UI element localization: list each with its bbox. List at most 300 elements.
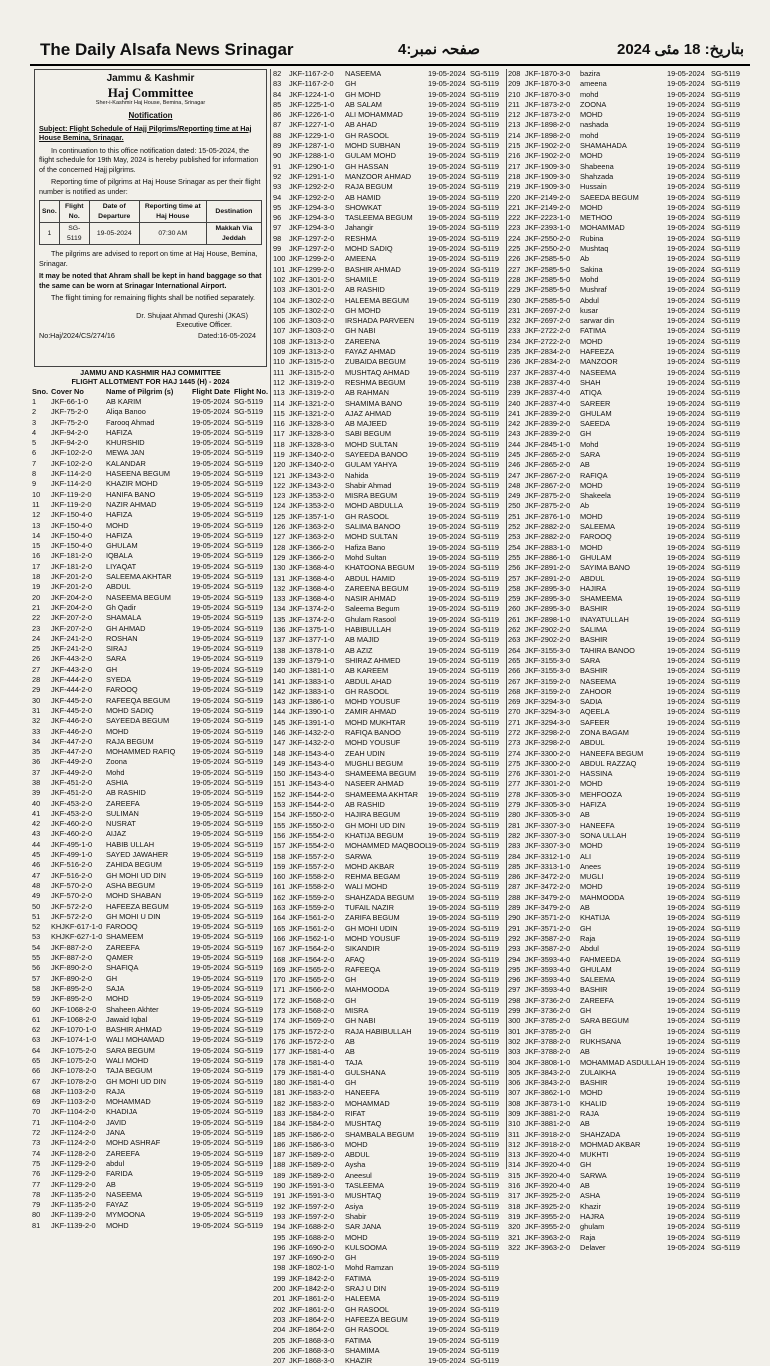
flight-no: SG-5119 <box>711 233 741 243</box>
cover-no: JKF-1368-4-0 <box>289 563 335 573</box>
flight-date: 19-05-2024 <box>192 994 230 1004</box>
flight-date: 19-05-2024 <box>667 975 705 985</box>
sched-head-flight: Flight No. <box>59 201 89 223</box>
pilgrim-name: MUGHLI BEGUM <box>345 758 403 768</box>
pilgrim-name: HAFIZA <box>106 510 133 520</box>
cover-no: JKF-1368-4-0 <box>289 573 335 583</box>
sno: 183 <box>273 1108 286 1118</box>
pilgrim-name: ZUBAIDA BEGUM <box>345 357 406 367</box>
pilgrim-row <box>273 275 505 285</box>
notice-para-1: In continuation to this office notification dated: 15-05-2024, the flight schedule for 19th May, 2024 is hereby published for information of the concerned Hajj pilgrims. <box>39 145 259 174</box>
notice-para-4: It may be noted that Ahram shall be kept in hand baggage so that the same can be worn at Srinagar International Airport. <box>39 271 262 290</box>
pilgrim-row <box>32 603 269 613</box>
flight-date: 19-05-2024 <box>667 1150 705 1160</box>
flight-date: 19-05-2024 <box>667 1201 705 1211</box>
flight-date: 19-05-2024 <box>428 861 466 871</box>
cover-no: JKF-1554-2-0 <box>289 830 335 840</box>
flight-date: 19-05-2024 <box>667 398 705 408</box>
pilgrim-name: GH <box>345 1253 357 1263</box>
pilgrim-row <box>508 275 748 285</box>
pilgrim-row <box>508 491 748 501</box>
flight-no: SG-5119 <box>470 985 500 995</box>
flight-no: SG-5119 <box>711 1108 741 1118</box>
pilgrim-name: Mohd Ramzan <box>345 1263 394 1273</box>
flight-date: 19-05-2024 <box>428 223 466 233</box>
pilgrim-row <box>273 646 505 656</box>
pilgrim-row <box>508 285 748 295</box>
flight-date: 19-05-2024 <box>428 120 466 130</box>
pilgrim-row <box>508 326 748 336</box>
flight-date: 19-05-2024 <box>428 676 466 686</box>
flight-no: SG-5119 <box>470 748 500 758</box>
flight-no: SG-5119 <box>470 1242 500 1252</box>
flight-no: SG-5119 <box>711 480 741 490</box>
cover-no: JKF-2875-2-0 <box>525 491 571 501</box>
flight-no: SG-5119 <box>470 1057 500 1067</box>
cover-no: JKF-1366-2-0 <box>289 542 335 552</box>
pilgrim-name: AB RAHMAN <box>345 388 389 398</box>
pilgrim-row <box>32 1128 269 1138</box>
cover-no: JKF-1557-2-0 <box>289 861 335 871</box>
flight-date: 19-05-2024 <box>667 99 705 109</box>
pilgrim-row <box>273 254 505 264</box>
cover-no: JKF-1374-2-0 <box>289 604 335 614</box>
pilgrim-name: MAHMOODA <box>580 892 625 902</box>
pilgrim-name: SARA <box>580 449 601 459</box>
cover-no: JKF-2867-2-0 <box>525 480 571 490</box>
flight-no: SG-5119 <box>470 542 500 552</box>
pilgrim-row <box>273 388 505 398</box>
sno: 9 <box>32 479 37 489</box>
pilgrim-name: ghulam <box>580 1222 605 1232</box>
pilgrim-row <box>32 953 269 963</box>
pilgrim-row <box>273 110 505 120</box>
flight-date: 19-05-2024 <box>428 1026 466 1036</box>
sno: 250 <box>508 501 521 511</box>
pilgrim-row <box>508 1150 748 1160</box>
pilgrim-row <box>32 974 269 984</box>
pilgrim-row <box>32 1221 269 1231</box>
pilgrim-row <box>273 656 505 666</box>
flight-date: 19-05-2024 <box>667 872 705 882</box>
pilgrim-row <box>32 1190 269 1200</box>
pilgrim-name: MOHAMMAD ASDULLAH <box>580 1057 666 1067</box>
flight-date: 19-05-2024 <box>667 707 705 717</box>
cover-no: JKF-3307-3-0 <box>525 830 571 840</box>
sno: 93 <box>273 182 282 192</box>
cover-no: JKF-1139-2-0 <box>51 1210 96 1220</box>
sno: 269 <box>508 697 521 707</box>
flight-date: 19-05-2024 <box>428 748 466 758</box>
sno: 71 <box>32 1117 41 1127</box>
pilgrim-name: BASHIR <box>580 635 608 645</box>
sno: 54 <box>32 942 41 952</box>
cover-no: JKF-2149-2-0 <box>525 202 571 212</box>
flight-date: 19-05-2024 <box>192 880 230 890</box>
pilgrim-row <box>508 1222 748 1232</box>
pilgrim-name: ALI <box>580 851 592 861</box>
pilgrim-name: MISRA <box>345 1006 369 1016</box>
pilgrim-name: RIFAT <box>345 1108 366 1118</box>
pilgrim-name: GHULAM <box>580 408 612 418</box>
sno: 151 <box>273 779 286 789</box>
cover-no: JKF-2585-5-0 <box>525 254 571 264</box>
sno: 49 <box>32 891 41 901</box>
pilgrim-name: SAFEER <box>580 717 610 727</box>
pilgrim-row <box>32 727 269 737</box>
sno: 33 <box>32 726 41 736</box>
flight-date: 19-05-2024 <box>667 1160 705 1170</box>
sno: 260 <box>508 604 521 614</box>
flight-no: SG-5119 <box>470 800 500 810</box>
pilgrim-name: QAMER <box>106 953 134 963</box>
flight-no: SG-5119 <box>470 171 500 181</box>
cover-no: JKF-1368-4-0 <box>289 594 335 604</box>
pilgrim-row <box>508 1212 748 1222</box>
flight-no: SG-5119 <box>234 458 264 468</box>
pilgrim-row <box>273 182 505 192</box>
sno: 319 <box>508 1211 521 1221</box>
pilgrim-name: ASHA BEGUM <box>106 880 155 890</box>
pilgrim-row <box>508 213 748 223</box>
header-rule <box>30 64 750 66</box>
flight-no: SG-5119 <box>711 357 741 367</box>
pilgrim-row <box>273 1006 505 1016</box>
pilgrim-row <box>508 543 748 553</box>
flight-date: 19-05-2024 <box>428 1273 466 1283</box>
sno: 77 <box>32 1179 41 1189</box>
cover-no: JKF-1564-2-0 <box>289 954 335 964</box>
cover-no: JKF-1868-3-0 <box>289 1345 335 1355</box>
pilgrim-row <box>508 409 748 419</box>
pilgrim-name: AB RASHID <box>106 788 146 798</box>
flight-no: SG-5119 <box>711 470 741 480</box>
sno: 170 <box>273 975 286 985</box>
sno: 145 <box>273 717 286 727</box>
flight-date: 19-05-2024 <box>192 613 230 623</box>
flight-no: SG-5119 <box>470 975 500 985</box>
pilgrim-name: ZAREEFA <box>106 942 140 952</box>
cover-no: JKF-1565-2-0 <box>289 964 335 974</box>
flight-no: SG-5119 <box>234 1200 264 1210</box>
pilgrim-row <box>32 871 269 881</box>
flight-no: SG-5119 <box>470 480 500 490</box>
flight-no: SG-5119 <box>711 594 741 604</box>
flight-no: SG-5119 <box>234 685 264 695</box>
cover-no: JKF-1554-2-0 <box>289 841 335 851</box>
cover-no: JKF-453-2-0 <box>51 808 93 818</box>
pilgrim-row <box>32 850 269 860</box>
pilgrim-row <box>273 1130 505 1140</box>
flight-no: SG-5119 <box>711 419 741 429</box>
sno: 41 <box>32 808 41 818</box>
flight-date: 19-05-2024 <box>428 1294 466 1304</box>
sno: 195 <box>273 1232 286 1242</box>
flight-date: 19-05-2024 <box>428 1356 466 1366</box>
flight-no: SG-5119 <box>470 923 500 933</box>
pilgrim-name: AB SALAM <box>345 99 382 109</box>
pilgrim-name: Delaver <box>580 1242 606 1252</box>
flight-no: SG-5119 <box>711 707 741 717</box>
flight-date: 19-05-2024 <box>667 933 705 943</box>
flight-no: SG-5119 <box>470 1150 500 1160</box>
pilgrim-row <box>32 551 269 561</box>
flight-date: 19-05-2024 <box>667 697 705 707</box>
pilgrim-row <box>273 481 505 491</box>
cover-no: JKF-1104-2-0 <box>51 1117 96 1127</box>
pilgrim-row <box>32 829 269 839</box>
sno: 61 <box>32 1014 41 1024</box>
flight-date: 19-05-2024 <box>667 892 705 902</box>
cover-no: JKF-1559-2-0 <box>289 903 335 913</box>
sno: 196 <box>273 1242 286 1252</box>
flight-date: 19-05-2024 <box>667 79 705 89</box>
flight-date: 19-05-2024 <box>192 664 230 674</box>
pilgrim-row <box>508 584 748 594</box>
cover-no: JKF-1870-3-0 <box>525 69 571 78</box>
flight-date: 19-05-2024 <box>667 800 705 810</box>
pilgrim-name: KHAZIR <box>345 1356 373 1366</box>
pilgrim-name: ABDUL HAMID <box>345 573 396 583</box>
pilgrim-name: Farooq Ahmad <box>106 417 155 427</box>
pilgrim-name: Khazir <box>580 1201 601 1211</box>
pilgrim-name: GH RASOOL <box>345 686 389 696</box>
flight-no: SG-5119 <box>711 99 741 109</box>
cover-no: JKF-1103-2-0 <box>51 1086 96 1096</box>
cover-no: JKF-2867-2-0 <box>525 470 571 480</box>
pilgrim-row <box>273 955 505 965</box>
flight-date: 19-05-2024 <box>428 542 466 552</box>
pilgrim-row <box>32 799 269 809</box>
flight-date: 19-05-2024 <box>428 913 466 923</box>
sno: 40 <box>32 798 41 808</box>
sno: 30 <box>32 695 41 705</box>
flight-no: SG-5119 <box>711 686 741 696</box>
cover-no: JKF-1690-2-0 <box>289 1253 335 1263</box>
flight-no: SG-5119 <box>470 1129 500 1139</box>
flight-date: 19-05-2024 <box>428 491 466 501</box>
flight-no: SG-5119 <box>711 676 741 686</box>
pilgrim-name: MEHFOOZA <box>580 789 622 799</box>
sno: 197 <box>273 1253 286 1263</box>
flight-no: SG-5119 <box>711 347 741 357</box>
pilgrim-name: RAFIQA <box>580 470 608 480</box>
flight-date: 19-05-2024 <box>667 274 705 284</box>
sno: 262 <box>508 625 521 635</box>
pilgrim-name: MOHD <box>580 779 603 789</box>
flight-no: SG-5119 <box>470 89 500 99</box>
column-divider <box>270 69 271 1169</box>
flight-date: 19-05-2024 <box>667 511 705 521</box>
pilgrim-name: MOHD YOUSUF <box>345 738 401 748</box>
pilgrim-name: FAYAZ <box>106 1200 129 1210</box>
pilgrim-row <box>273 1016 505 1026</box>
cover-no: JKF-3736-2-0 <box>525 1006 571 1016</box>
cover-no: JKF-1135-2-0 <box>51 1189 96 1199</box>
pilgrim-row <box>273 151 505 161</box>
pilgrim-name: ZAREEFA <box>106 1148 140 1158</box>
flight-no: SG-5119 <box>711 758 741 768</box>
pilgrim-name: GH <box>106 973 118 983</box>
cover-no: JKF-2865-2-0 <box>525 449 571 459</box>
pilgrim-row <box>508 1160 748 1170</box>
flight-no: SG-5119 <box>234 1210 264 1220</box>
pilgrim-row <box>273 471 505 481</box>
pilgrim-row <box>508 399 748 409</box>
cover-no: JKF-1870-3-0 <box>525 89 571 99</box>
pilgrim-name: MOHD <box>106 726 129 736</box>
sno: 239 <box>508 388 521 398</box>
pilgrim-row <box>32 1066 269 1076</box>
sno: 256 <box>508 563 521 573</box>
flight-no: SG-5119 <box>470 964 500 974</box>
pilgrim-name: SAYEEDA BANOO <box>345 449 408 459</box>
pilgrim-row <box>273 697 505 707</box>
flight-no: SG-5119 <box>711 810 741 820</box>
pilgrim-row <box>273 213 505 223</box>
pilgrim-row <box>273 141 505 151</box>
cover-no: JKF-1390-1-0 <box>289 707 335 717</box>
pilgrim-name: abdul <box>106 1158 125 1168</box>
flight-date: 19-05-2024 <box>428 141 466 151</box>
flight-no: SG-5119 <box>711 985 741 995</box>
sno: 205 <box>273 1335 286 1345</box>
flight-no: SG-5119 <box>234 829 264 839</box>
flight-no: SG-5119 <box>470 244 500 254</box>
sno: 62 <box>32 1025 41 1035</box>
sno: 321 <box>508 1232 521 1242</box>
pilgrim-row <box>273 512 505 522</box>
pilgrim-name: FAROOQ <box>106 685 138 695</box>
pilgrim-name: SIKANDIR <box>345 944 380 954</box>
pilgrim-row <box>273 666 505 676</box>
cover-no: JKF-1870-3-0 <box>525 79 571 89</box>
flight-date: 19-05-2024 <box>192 1097 230 1107</box>
issue-date: بتاریخ: 18 مئی 2024 <box>616 41 744 58</box>
flight-no: SG-5119 <box>470 429 500 439</box>
flight-no: SG-5119 <box>470 347 500 357</box>
flight-no: SG-5119 <box>470 676 500 686</box>
cover-no: JKF-119-2-0 <box>51 499 92 509</box>
pilgrim-name: SARA BEGUM <box>580 1016 629 1026</box>
sno: 276 <box>508 769 521 779</box>
flight-date: 19-05-2024 <box>667 367 705 377</box>
flight-no: SG-5119 <box>234 1066 264 1076</box>
flight-no: SG-5119 <box>711 625 741 635</box>
flight-date: 19-05-2024 <box>667 377 705 387</box>
flight-no: SG-5119 <box>470 954 500 964</box>
pilgrim-name: Abdul <box>580 295 599 305</box>
pilgrim-row <box>32 1056 269 1066</box>
cover-no: JKF-114-2-0 <box>51 479 92 489</box>
cover-no: JKF-1543-4-0 <box>289 748 335 758</box>
pilgrim-row <box>273 738 505 748</box>
sno: 225 <box>508 244 521 254</box>
pilgrim-row <box>273 862 505 872</box>
flight-no: SG-5119 <box>234 1189 264 1199</box>
pilgrim-name: ROSHAN <box>106 633 138 643</box>
cover-no: JKF-1294-3-0 <box>289 223 335 233</box>
cover-no: JKF-443-2-0 <box>51 664 93 674</box>
flight-date: 19-05-2024 <box>428 892 466 902</box>
pilgrim-row <box>273 347 505 357</box>
pilgrim-name: KHATIJA BEGUM <box>345 830 404 840</box>
cover-no: JKF-1313-2-0 <box>289 336 335 346</box>
sno: 275 <box>508 758 521 768</box>
flight-date: 19-05-2024 <box>428 439 466 449</box>
pilgrim-row <box>273 1068 505 1078</box>
notice-subject: Subject: Flight Schedule of Hajj Pilgrims/Reporting time at Haj House Bemina, Srinagar. <box>39 123 252 142</box>
pilgrim-row <box>32 521 269 531</box>
pilgrim-name: MOHD <box>106 994 129 1004</box>
cover-no: JKF-3307-3-0 <box>525 841 571 851</box>
sno: 3 <box>32 417 37 427</box>
flight-date: 19-05-2024 <box>667 1047 705 1057</box>
cover-no: JKF-1319-2-0 <box>289 377 335 387</box>
flight-no: SG-5119 <box>234 1076 264 1086</box>
flight-no: SG-5119 <box>470 1253 500 1263</box>
pilgrim-row <box>508 625 748 635</box>
sno: 297 <box>508 985 521 995</box>
sno: 121 <box>273 470 286 480</box>
cover-no: JKF-1543-4-0 <box>289 779 335 789</box>
sno: 97 <box>273 223 282 233</box>
sno: 113 <box>273 388 285 398</box>
pilgrim-name: FAROOQ <box>580 532 612 542</box>
cover-no: JKF-443-2-0 <box>51 654 93 664</box>
pilgrim-row <box>32 912 269 922</box>
sno: 1 <box>32 397 37 406</box>
pilgrim-name: RAFEEQA BEGUM <box>106 695 171 705</box>
flight-date: 19-05-2024 <box>428 583 466 593</box>
sno: 283 <box>508 841 521 851</box>
pilgrim-name: Raja <box>580 1232 596 1242</box>
cover-no: JKF-3925-2-0 <box>525 1201 571 1211</box>
sno: 176 <box>273 1036 286 1046</box>
sno: 252 <box>508 522 521 532</box>
pilgrim-name: BASHIR <box>580 666 608 676</box>
pilgrim-row <box>508 965 748 975</box>
sno: 211 <box>508 99 520 109</box>
flight-date: 19-05-2024 <box>667 202 705 212</box>
flight-no: SG-5119 <box>470 1191 500 1201</box>
pilgrim-row <box>32 1077 269 1087</box>
cover-no: KHJKF-617-1-0 <box>51 922 103 932</box>
flight-no: SG-5119 <box>234 911 264 921</box>
flight-date: 19-05-2024 <box>428 697 466 707</box>
cover-no: JKF-1129-2-0 <box>51 1179 96 1189</box>
pilgrim-row <box>508 955 748 965</box>
sno: 122 <box>273 480 286 490</box>
pilgrim-row <box>32 1159 269 1169</box>
cover-no: JKF-1586-2-0 <box>289 1129 335 1139</box>
flight-date: 19-05-2024 <box>192 561 230 571</box>
flight-date: 19-05-2024 <box>428 923 466 933</box>
sno: 261 <box>508 614 521 624</box>
pilgrim-row <box>273 1294 505 1304</box>
pilgrim-name: LIYAQAT <box>106 561 137 571</box>
sno: 165 <box>273 923 286 933</box>
flight-no: SG-5119 <box>711 449 741 459</box>
flight-no: SG-5119 <box>470 69 500 78</box>
cover-no: JKF-1224-1-0 <box>289 89 335 99</box>
flight-date: 19-05-2024 <box>428 666 466 676</box>
flight-no: SG-5119 <box>711 954 741 964</box>
sno: 206 <box>273 1345 286 1355</box>
pilgrim-name: SAYED JAWAHER <box>106 850 169 860</box>
flight-date: 19-05-2024 <box>192 407 230 417</box>
flight-date: 19-05-2024 <box>428 429 466 439</box>
